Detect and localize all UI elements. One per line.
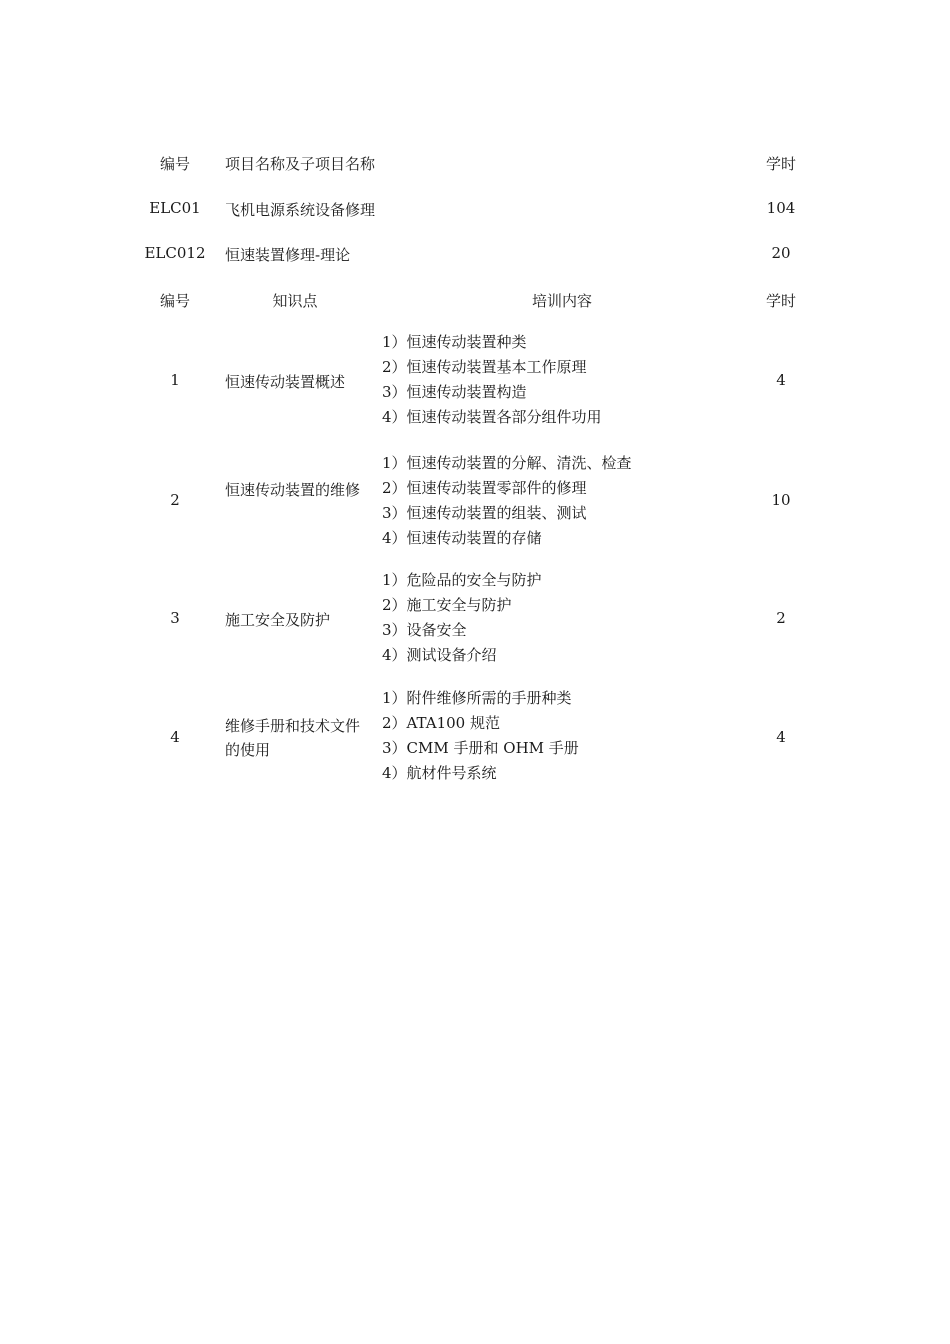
row-1-hours: 4	[776, 371, 786, 389]
row-2-content-line: 2）恒速传动装置零部件的修理	[382, 479, 587, 497]
row-3-hours: 2	[776, 609, 786, 627]
row-3-content-line: 1）危险品的安全与防护	[382, 571, 542, 589]
header-number: 编号	[159, 155, 190, 173]
row-1-number: 1	[170, 371, 180, 389]
row-3-knowledge: 施工安全及防护	[225, 611, 331, 629]
row-1-content-line: 4）恒速传动装置各部分组件功用	[382, 408, 602, 426]
row-4-content-line: 1）附件维修所需的手册种类	[382, 689, 572, 707]
row-1-knowledge: 恒速传动装置概述	[225, 373, 346, 391]
row-3-content-line: 3）设备安全	[382, 621, 467, 639]
row-2-content-line: 1）恒速传动装置的分解、清洗、检查	[382, 454, 632, 472]
row-4-number: 4	[170, 728, 180, 746]
row-4-hours: 4	[776, 728, 786, 746]
row-2-content-line: 4）恒速传动装置的存储	[382, 529, 542, 547]
project-hours: 104	[766, 199, 796, 217]
table-header-hours: 学时	[765, 292, 796, 310]
row-4-content-line: 3）CMM 手册和 OHM 手册	[382, 739, 579, 757]
row-1-content	[382, 330, 602, 430]
row-1-content-line: 1）恒速传动装置种类	[382, 333, 527, 351]
project-name: 飞机电源系统设备修理	[225, 201, 376, 219]
table-header-knowledge: 知识点	[272, 292, 318, 310]
row-3-number: 3	[170, 609, 180, 627]
row-2-knowledge: 恒速传动装置的维修	[225, 481, 361, 499]
subproject-hours: 20	[771, 244, 791, 262]
row-1-content-line: 3）恒速传动装置构造	[382, 383, 527, 401]
row-3-content-line: 2）施工安全与防护	[382, 596, 512, 614]
row-3-content	[382, 568, 542, 668]
row-4-content-line: 2）ATA100 规范	[382, 714, 500, 732]
header-project-name: 项目名称及子项目名称	[225, 155, 376, 173]
table-header-number: 编号	[159, 292, 190, 310]
row-1-content-line: 2）恒速传动装置基本工作原理	[382, 358, 587, 376]
row-2-number: 2	[170, 491, 180, 509]
project-code: ELC01	[149, 199, 201, 217]
row-2-hours: 10	[771, 491, 791, 509]
row-4-content	[382, 686, 579, 786]
row-2-content	[382, 451, 632, 551]
subproject-code: ELC012	[144, 244, 206, 262]
row-4-knowledge: 维修手册和技术文件的使用	[225, 717, 361, 759]
row-3-content-line: 4）测试设备介绍	[382, 646, 497, 664]
row-4-content-line: 4）航材件号系统	[382, 764, 497, 782]
subproject-name: 恒速装置修理-理论	[225, 246, 351, 264]
row-2-content-line: 3）恒速传动装置的组装、测试	[382, 504, 587, 522]
header-hours: 学时	[765, 155, 796, 173]
table-header-content: 培训内容	[531, 292, 592, 310]
